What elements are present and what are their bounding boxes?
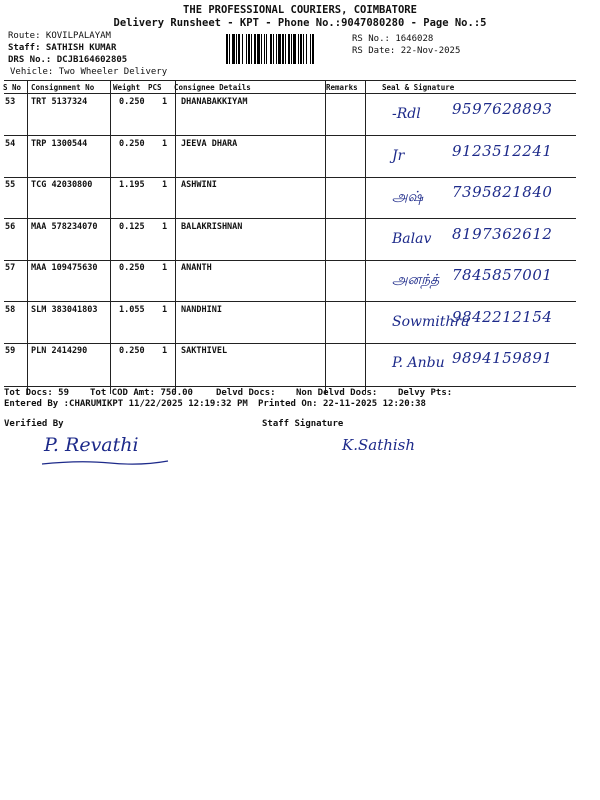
header-consignment: Consignment No [31, 83, 95, 92]
row-sno: 53 [5, 97, 16, 107]
row-signature-name: அனந்த் [392, 272, 440, 288]
row-signature-name: P. Anbu [392, 355, 445, 371]
row-weight: 0.250 [119, 263, 145, 273]
row-signature-phone: 9597628893 [452, 100, 553, 118]
row-signature-name: Balav [392, 230, 432, 247]
row-consignment-no: SLM 383041803 [31, 304, 98, 315]
row-pcs: 1 [162, 304, 168, 315]
row-sno: 57 [5, 263, 16, 273]
header-signature: Seal & Signature [382, 83, 455, 92]
row-weight: 1.055 [119, 304, 145, 315]
row-pcs: 1 [162, 346, 168, 356]
staff-label: Staff: SATHISH KUMAR [8, 43, 117, 53]
row-weight: 0.250 [119, 97, 145, 107]
row-divider [4, 260, 576, 261]
row-signature-name: -Rdl [392, 106, 421, 122]
total-cod-amount: Tot COD Amt: 750.00 [90, 388, 193, 398]
row-consignee: JEEVA DHARA [181, 138, 238, 149]
row-consignment-no: TCG 42030800 [31, 180, 93, 190]
col-divider [27, 80, 28, 394]
row-consignee: BALAKRISHNAN [181, 221, 243, 232]
col-divider [175, 80, 176, 394]
row-consignee: ASHWINI [181, 180, 217, 190]
row-signature-phone: 9842212154 [452, 307, 553, 326]
col-divider [110, 80, 111, 394]
verified-by-signature: P. Revathi [44, 434, 139, 456]
row-consignment-no: MAA 109475630 [31, 263, 98, 273]
row-signature-name: அஷ் [392, 189, 424, 205]
row-sno: 59 [5, 346, 16, 356]
row-signature-phone: 9894159891 [452, 349, 553, 367]
row-pcs: 1 [162, 138, 168, 149]
row-weight: 1.195 [119, 180, 145, 190]
total-docs: Tot Docs: 59 [4, 388, 70, 398]
header-consignee: Consignee Details [174, 83, 251, 92]
signature-underline [40, 458, 170, 468]
header-remarks: Remarks [326, 83, 358, 92]
header-pcs: PCS [148, 83, 162, 92]
row-signature-phone: 9123512241 [452, 141, 553, 160]
row-signature-name: Sowmithra [392, 313, 470, 330]
drs-label: DRS No.: DCJB164602805 [8, 55, 128, 65]
rs-date: RS Date: 22-Nov-2025 [352, 46, 461, 56]
row-consignee: ANANTH [181, 263, 212, 273]
row-divider [4, 301, 576, 302]
delivered-docs: Delvd Docs: [216, 388, 276, 398]
rs-number: RS No.: 1646028 [352, 34, 434, 44]
route-label: Route: KOVILPALAYAM [8, 31, 111, 41]
row-pcs: 1 [162, 97, 168, 107]
row-pcs: 1 [162, 180, 168, 190]
row-consignee: DHANABAKKIYAM [181, 97, 248, 107]
row-consignee: SAKTHIVEL [181, 346, 228, 356]
runsheet-subtitle: Delivery Runsheet - KPT - Phone No.:9047080280 - Page No.:5 [113, 17, 487, 29]
row-weight: 0.125 [119, 221, 145, 232]
row-consignment-no: TRP 1300544 [31, 138, 88, 149]
row-consignment-no: TRT 5137324 [31, 97, 88, 107]
row-divider [4, 177, 576, 178]
row-pcs: 1 [162, 263, 168, 273]
table-header-rule [4, 93, 576, 94]
row-divider [4, 218, 576, 219]
row-signature-phone: 7845857001 [452, 266, 553, 284]
row-weight: 0.250 [119, 138, 145, 149]
staff-signature: K.Sathish [342, 436, 416, 454]
table-bottom-rule [4, 386, 576, 387]
col-divider [365, 80, 366, 394]
header-weight: Weight [113, 83, 141, 92]
staff-signature-label: Staff Signature [262, 419, 344, 429]
header-sno: S No [3, 83, 22, 92]
row-consignment-no: PLN 2414290 [31, 346, 88, 356]
row-sno: 58 [5, 304, 16, 315]
row-signature-name: Jr [392, 147, 405, 164]
row-consignee: NANDHINI [181, 304, 222, 315]
row-weight: 0.250 [119, 346, 145, 356]
row-divider [4, 343, 576, 344]
row-signature-phone: 8197362612 [452, 224, 553, 243]
entered-by: Entered By :CHARUMIKPT 11/22/2025 12:19:32 PM [4, 399, 248, 409]
row-sno: 55 [5, 180, 16, 190]
row-consignment-no: MAA 578234070 [31, 221, 98, 232]
vehicle-label: Vehicle: Two Wheeler Delivery [10, 67, 168, 77]
row-pcs: 1 [162, 221, 168, 232]
row-sno: 56 [5, 221, 16, 232]
row-signature-phone: 7395821840 [452, 183, 553, 201]
table-top-rule [4, 80, 576, 81]
printed-on: Printed On: 22-11-2025 12:20:38 [258, 399, 426, 409]
col-divider [325, 80, 326, 394]
barcode [226, 34, 348, 64]
row-sno: 54 [5, 138, 16, 149]
row-divider [4, 135, 576, 136]
delivery-points: Delvy Pts: [398, 388, 453, 398]
company-name: THE PROFESSIONAL COURIERS, COIMBATORE [183, 4, 417, 16]
verified-by-label: Verified By [4, 419, 64, 429]
non-delivered-docs: Non Delvd Docs: [296, 388, 378, 398]
